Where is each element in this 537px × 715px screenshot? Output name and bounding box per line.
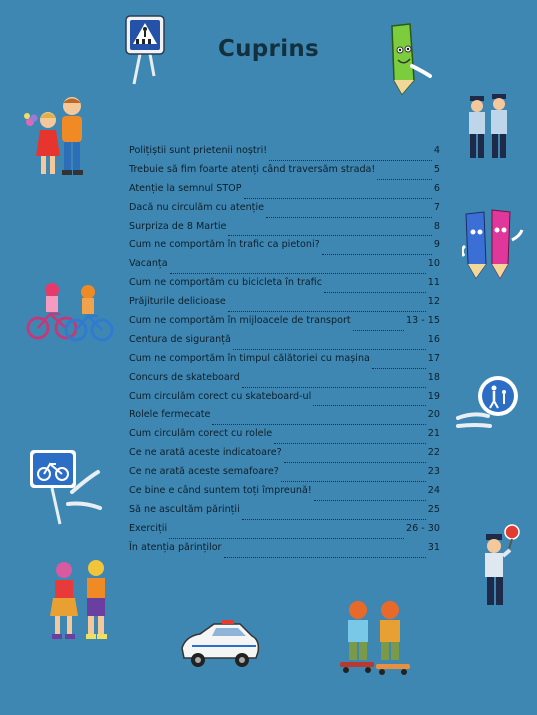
toc-dot-leader [242, 387, 426, 388]
toc-dot-leader [242, 519, 426, 520]
toc-entry-page-number: 6 [433, 182, 440, 194]
toc-entry [129, 183, 440, 202]
toc-entry-title: Cum ne comportăm cu bicicleta în trafic [129, 277, 322, 289]
toc-entry-title: Vacanța [129, 258, 168, 270]
toc-dot-leader [212, 424, 425, 425]
bicycle-sign-icon [28, 448, 104, 526]
toc-list [129, 145, 440, 561]
toc-entry-page-number: 31 [427, 541, 440, 553]
toc-entry-title: Exerciții [129, 522, 168, 534]
toc-entry [129, 409, 440, 428]
toc-entry-page-number: 19 [427, 390, 440, 402]
toc-entry-page-number: 22 [427, 447, 440, 459]
police-officers-icon [464, 92, 514, 160]
toc-entry-title: Rolele fermecate [129, 409, 211, 421]
toc-dot-leader [228, 235, 431, 236]
toc-entry-title: Trebuie să fim foarte atenți când traversăm strada! [129, 163, 376, 175]
toc-entry-title: Surpriza de 8 Martie [129, 220, 227, 232]
toc-entry-title: Ce ne arată aceste semafoare? [129, 466, 279, 478]
toc-entry-page-number: 10 [427, 258, 440, 270]
toc-entry-title: Polițiștii sunt prietenii noștri! [129, 145, 268, 156]
toc-dot-leader [233, 349, 426, 350]
pencil-characters-icon [462, 206, 524, 280]
toc-dot-leader [353, 330, 404, 331]
traffic-officer-icon [478, 522, 522, 610]
toc-entry-page-number: 4 [433, 145, 440, 156]
toc-entry-title: Cum ne comportăm în timpul călătoriei cu mașina [129, 352, 370, 364]
toc-entry [129, 145, 440, 164]
toc-entry-page-number: 11 [427, 277, 440, 289]
toc-dot-leader [313, 405, 426, 406]
toc-entry-title: Ce bine e când suntem toți împreună! [129, 485, 312, 497]
toc-entry-page-number: 12 [427, 296, 440, 308]
toc-entry [129, 372, 440, 391]
toc-entry-title: Ce ne arată aceste indicatoare? [129, 447, 282, 459]
toc-entry [129, 466, 440, 485]
toc-entry [129, 523, 440, 542]
toc-dot-leader [281, 481, 426, 482]
toc-entry-title: Dacă nu circulăm cu atenție [129, 201, 265, 213]
toc-dot-leader [169, 538, 404, 539]
pedestrian-sign-icon [454, 374, 524, 442]
page-title: Cuprins [217, 36, 320, 62]
crosswalk-sign-icon [120, 14, 172, 86]
toc-entry-title: În atenția părinților [129, 541, 222, 553]
toc-dot-leader [224, 557, 426, 558]
green-pencil-character-icon [380, 22, 436, 96]
toc-entry [129, 202, 440, 221]
toc-entry [129, 334, 440, 353]
toc-entry-page-number: 26 - 30 [406, 522, 440, 534]
toc-entry-page-number: 16 [427, 333, 440, 345]
toc-entry [129, 277, 440, 296]
children-on-bicycles-icon [26, 280, 114, 342]
children-on-skateboards-icon [336, 596, 416, 680]
toc-entry-title: Să ne ascultăm părinții [129, 503, 240, 515]
toc-entry-title: Cum circulăm corect cu skateboard-ul [129, 390, 312, 402]
toc-entry-page-number: 17 [427, 352, 440, 364]
toc-dot-leader [377, 179, 432, 180]
toc-dot-leader [170, 273, 426, 274]
toc-dot-leader [228, 311, 426, 312]
toc-entry [129, 315, 440, 334]
toc-entry-title: Cum ne comportăm în mijloacele de transport [129, 315, 351, 327]
toc-entry-title: Concurs de skateboard [129, 371, 240, 383]
toc-entry-page-number: 7 [433, 201, 440, 213]
toc-entry [129, 447, 440, 466]
toc-entry [129, 221, 440, 240]
toc-entry-title: Cum circulăm corect cu rolele [129, 428, 273, 440]
toc-entry-page-number: 25 [427, 503, 440, 515]
toc-entry-page-number: 23 [427, 466, 440, 478]
toc-entry-page-number: 21 [427, 428, 440, 440]
toc-entry [129, 485, 440, 504]
toc-dot-leader [244, 198, 432, 199]
toc-entry [129, 296, 440, 315]
toc-entry-title: Atenție la semnul STOP [129, 182, 242, 194]
toc-entry [129, 391, 440, 410]
toc-entry-title: Centura de siguranță [129, 333, 231, 345]
toc-dot-leader [322, 254, 432, 255]
toc-entry [129, 258, 440, 277]
police-car-icon [178, 618, 262, 670]
toc-entry [129, 428, 440, 447]
toc-entry [129, 239, 440, 258]
toc-entry-page-number: 18 [427, 371, 440, 383]
toc-entry [129, 353, 440, 372]
toc-entry [129, 164, 440, 183]
toc-dot-leader [324, 292, 426, 293]
toc-entry-page-number: 8 [433, 220, 440, 232]
toc-dot-leader [266, 217, 432, 218]
toc-dot-leader [284, 462, 426, 463]
children-on-rollerblades-icon [40, 558, 120, 642]
toc-dot-leader [372, 368, 426, 369]
toc-entry-page-number: 24 [427, 485, 440, 497]
toc-entry-page-number: 13 - 15 [406, 315, 440, 327]
toc-entry-page-number: 5 [433, 163, 440, 175]
toc-entry [129, 542, 440, 561]
toc-entry-title: Cum ne comportăm în trafic ca pietoni? [129, 239, 320, 251]
toc-entry [129, 504, 440, 523]
toc-entry-page-number: 20 [427, 409, 440, 421]
toc-dot-leader [274, 443, 426, 444]
toc-entry-title: Prăjiturile delicioase [129, 296, 226, 308]
toc-entry-page-number: 9 [433, 239, 440, 251]
toc-dot-leader [314, 500, 426, 501]
toc-dot-leader [269, 160, 432, 161]
children-walking-icon [22, 94, 94, 186]
